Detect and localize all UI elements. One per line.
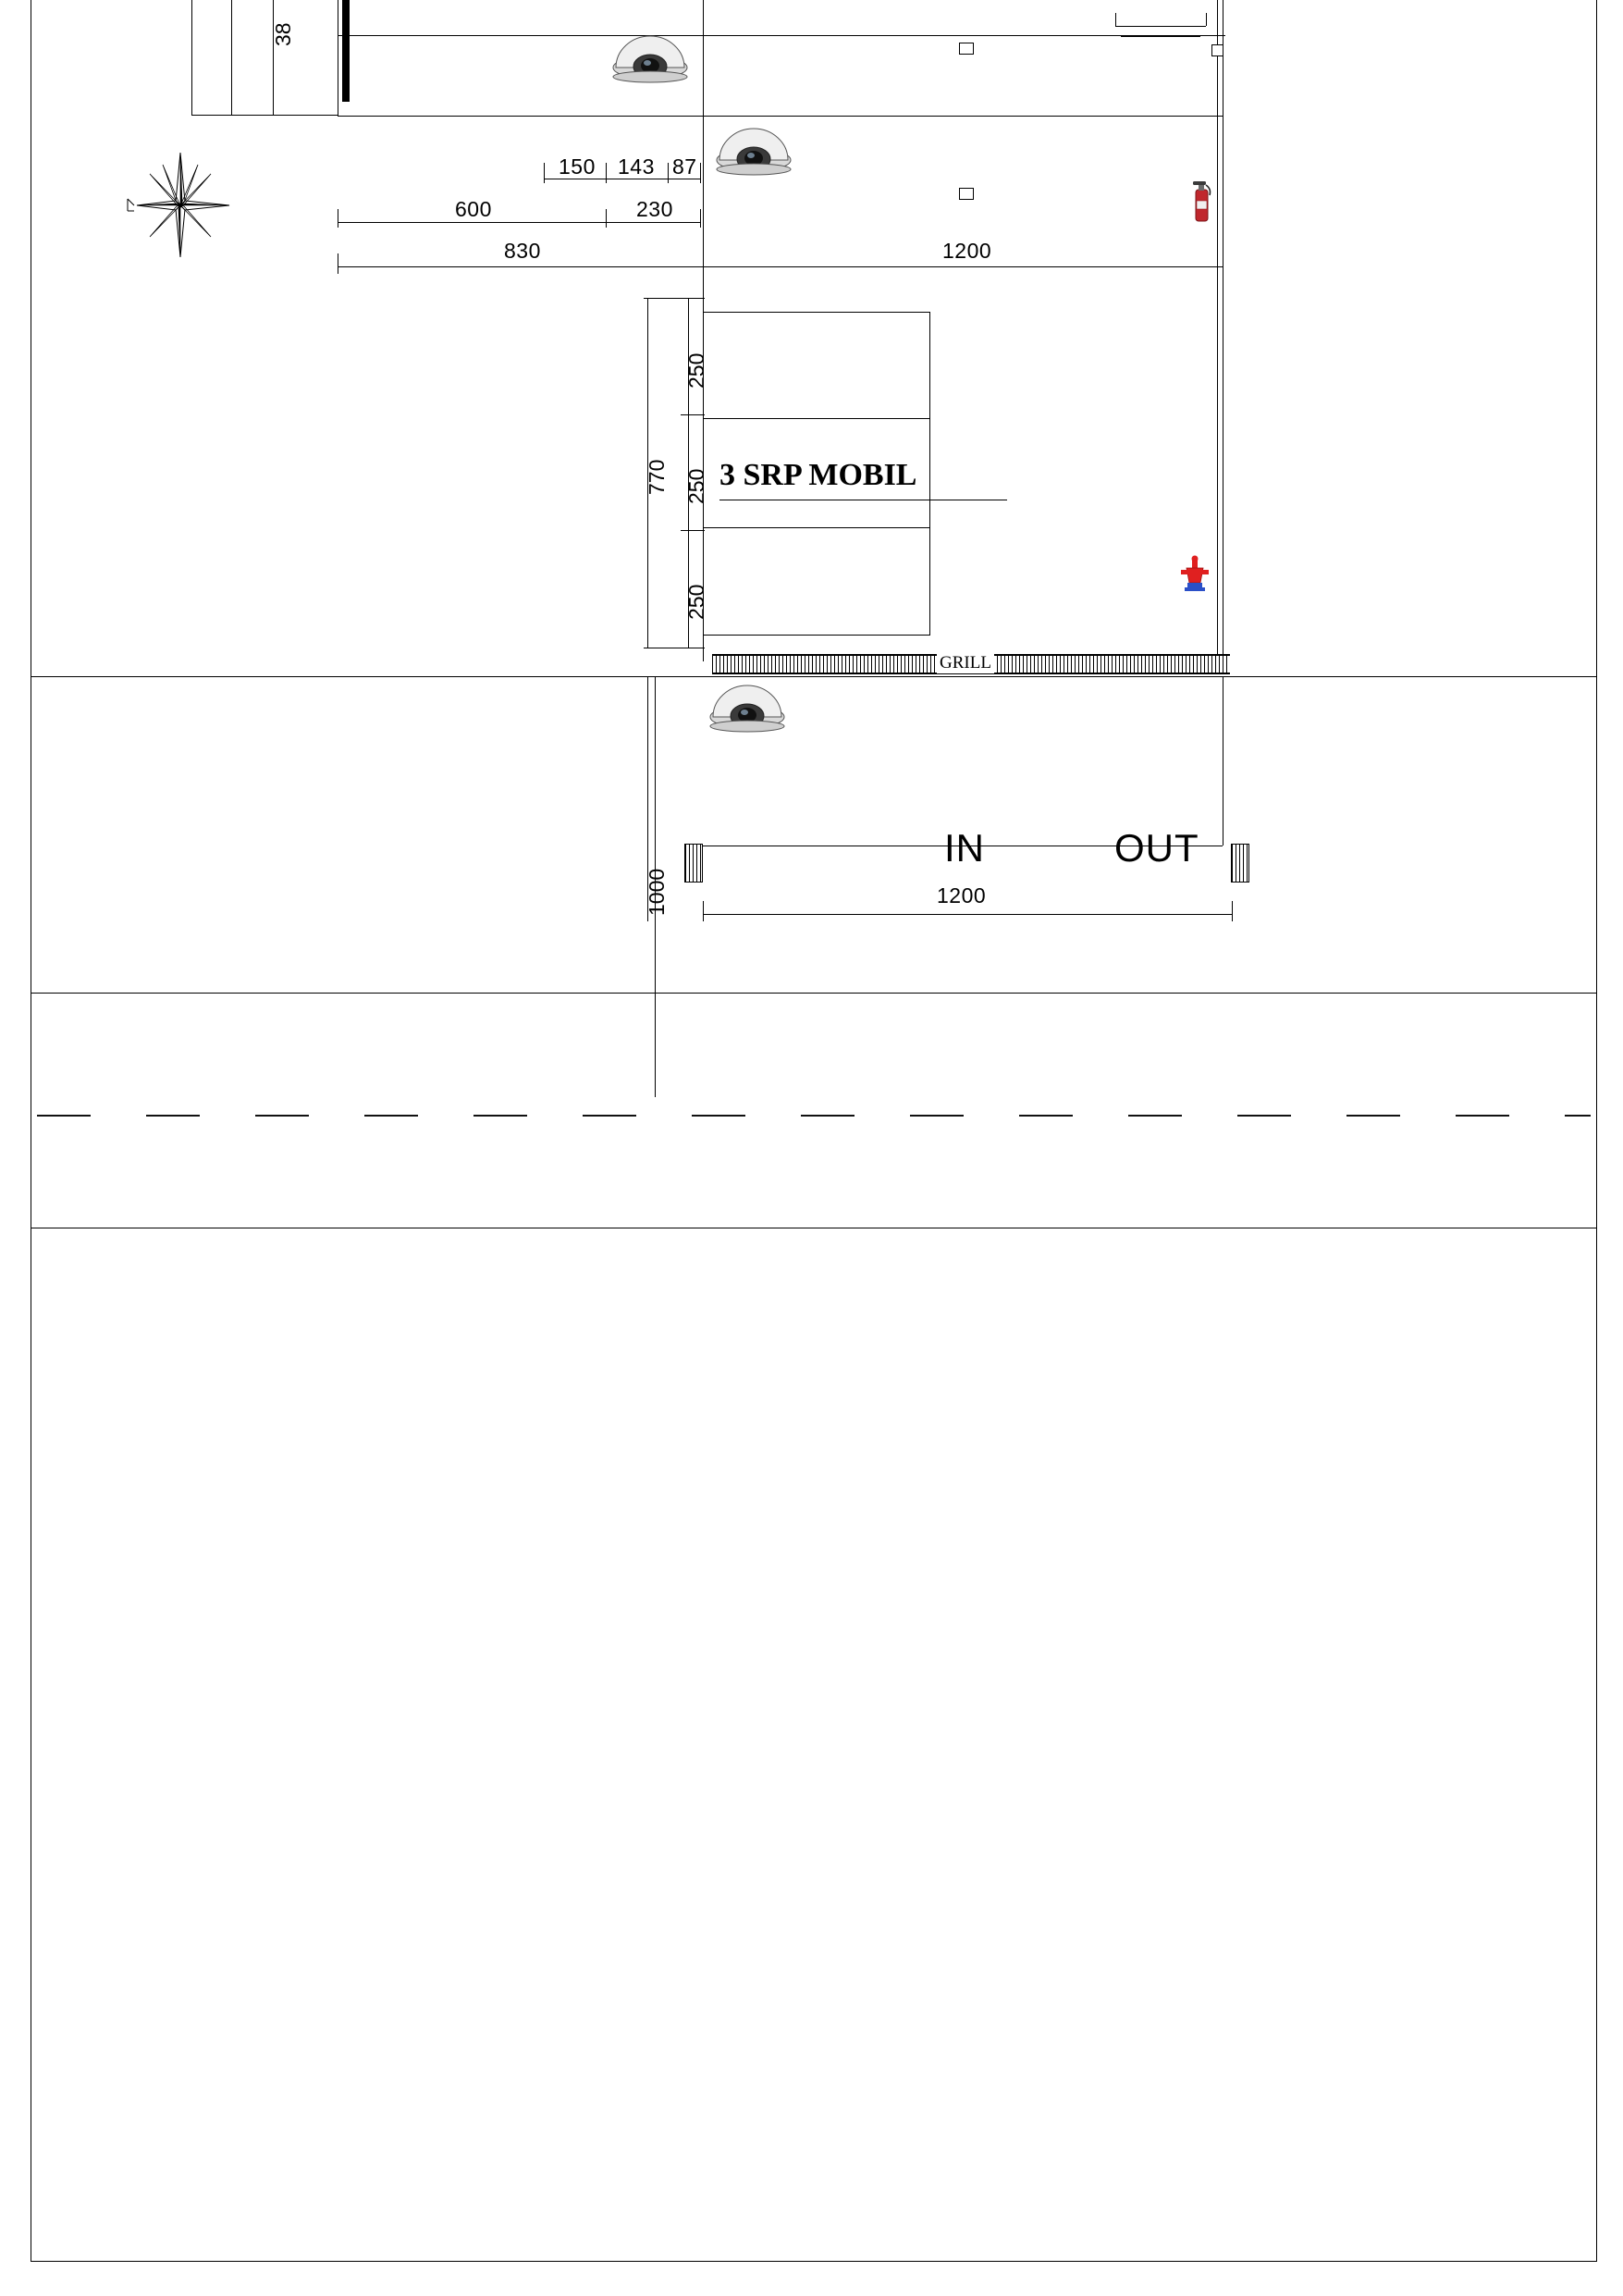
dim-label-600: 600	[455, 197, 492, 221]
flow-out-label: OUT	[1114, 826, 1199, 870]
srp-box-top	[703, 312, 930, 313]
area-title-label: 3 SRP MOBIL	[719, 458, 917, 492]
dim-tick-830-r	[703, 253, 704, 274]
dim-label-1000: 1000	[645, 868, 669, 916]
dim-label-770: 770	[645, 459, 669, 495]
dim-tick-1200b-l	[703, 901, 704, 921]
detail-line-a	[191, 0, 192, 115]
dim-label-150: 150	[559, 154, 596, 179]
dim-label-230: 230	[636, 197, 673, 221]
building-top-edge	[338, 35, 1225, 36]
dome-camera-icon-2	[714, 118, 793, 176]
gate-post-right	[1231, 844, 1249, 883]
dome-camera-icon-3	[707, 675, 787, 733]
structure-line-right-2	[1217, 268, 1218, 661]
canopy-top-line	[1115, 26, 1206, 27]
canopy-left-line	[1115, 13, 1116, 26]
dim-label-143: 143	[618, 154, 655, 179]
srp-box-right	[929, 312, 930, 636]
sheet-border-right	[1596, 0, 1597, 2262]
dim-tick-250-a	[644, 298, 705, 299]
square-marker-1	[959, 43, 974, 55]
square-marker-2	[959, 188, 974, 200]
dim-label-1200-top: 1200	[942, 239, 992, 263]
srp-box-div-1	[703, 418, 930, 419]
dome-camera-icon-1	[610, 26, 690, 83]
srp-box-bottom	[703, 635, 930, 636]
dim-tick-1200b-r	[1232, 901, 1233, 921]
dim-label-1200-bottom: 1200	[937, 883, 987, 907]
detail-line-h	[191, 115, 338, 116]
canopy-second-line	[1121, 36, 1200, 37]
gate-post-left	[684, 844, 703, 883]
building-right-edge-2	[1217, 0, 1218, 268]
road-center-dashes	[37, 1115, 1591, 1117]
dim-label-250-a: 250	[684, 352, 708, 389]
dim-tick-250-b	[681, 414, 705, 415]
wall-block-dark	[342, 0, 350, 102]
canopy-right-line	[1206, 13, 1207, 26]
dim-label-250-c: 250	[684, 584, 708, 620]
canopy-box-small	[1211, 44, 1223, 56]
dim-line-830-1200	[338, 266, 1223, 267]
building-inner-edge	[338, 116, 1223, 117]
flow-in-label: IN	[944, 826, 985, 870]
dim-label-38: 38	[271, 22, 295, 46]
dim-tick-250-c	[681, 530, 705, 531]
dim-label-87: 87	[672, 154, 697, 179]
boundary-line-mid	[31, 993, 1596, 994]
dim-tick-v4	[700, 163, 701, 183]
dim-line-38	[273, 0, 274, 115]
detail-line-b	[231, 0, 232, 115]
boundary-line-upper	[31, 676, 1596, 677]
compass-rose-icon	[120, 148, 240, 259]
srp-box-div-2	[703, 527, 930, 528]
dim-tick-v2	[606, 163, 607, 183]
sheet-border-bottom	[31, 2261, 1597, 2262]
dim-tick-600-r	[606, 209, 607, 228]
fire-hydrant-icon	[1179, 555, 1211, 596]
dim-tick-v1	[544, 163, 545, 183]
dim-line-1200-bottom	[703, 914, 1233, 915]
grill-label: GRILL	[937, 653, 994, 673]
dim-tick-230-r	[700, 209, 701, 228]
building-divider-vertical	[703, 0, 704, 268]
dim-label-830: 830	[504, 239, 541, 263]
dim-tick-v3	[668, 163, 669, 183]
fire-extinguisher-icon	[1188, 179, 1214, 227]
dim-label-250-b: 250	[684, 468, 708, 504]
dim-line-600-230	[338, 222, 701, 223]
